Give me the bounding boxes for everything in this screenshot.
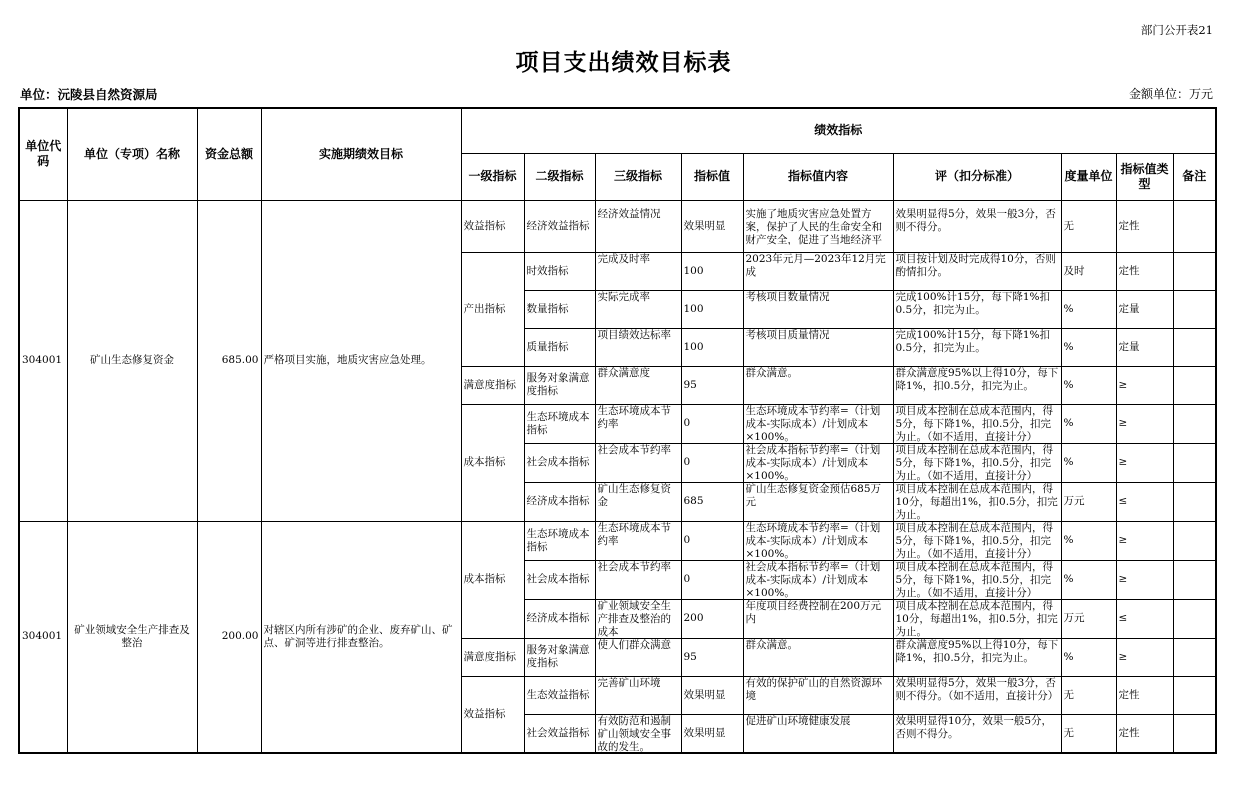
level1-cell: 效益指标 <box>461 676 524 753</box>
level2-cell: 经济效益指标 <box>524 200 595 252</box>
scoring-cell <box>893 676 1061 714</box>
content-cell <box>743 714 893 753</box>
level3-text: 使人们群众满意 <box>597 638 671 651</box>
remark-cell <box>1173 200 1216 252</box>
value-type-cell: 定性 <box>1116 200 1173 252</box>
content-text: 有效的保护矿山的自然资源环境 <box>745 676 882 702</box>
performance-table <box>18 107 1217 754</box>
value-type-cell: 定量 <box>1116 290 1173 328</box>
remark-cell <box>1173 521 1216 560</box>
level3-cell <box>595 443 681 482</box>
content-cell <box>743 521 893 560</box>
level3-cell <box>595 560 681 599</box>
value-cell: 95 <box>681 638 743 676</box>
value-cell: 100 <box>681 328 743 366</box>
level3-text: 完善矿山环境 <box>597 676 661 689</box>
scoring-text: 效果明显得5分，效果一般3分，否则不得分。 <box>895 207 1056 233</box>
header-indicators: 绩效指标 <box>461 108 1216 153</box>
content-text: 生态环境成本节约率=（计划成本-实际成本）/计划成本×100%。 <box>745 522 881 559</box>
level3-cell <box>595 599 681 638</box>
scoring-cell <box>893 404 1061 443</box>
content-text: 社会成本指标节约率=（计划成本-实际成本）/计划成本×100%。 <box>745 561 881 598</box>
value-cell: 效果明显 <box>681 200 743 252</box>
value-cell: 效果明显 <box>681 676 743 714</box>
level1-cell: 产出指标 <box>461 252 524 366</box>
scoring-cell <box>893 714 1061 753</box>
level2-cell: 经济成本指标 <box>524 482 595 521</box>
level3-cell <box>595 521 681 560</box>
header-unit-name: 单位（专项）名称 <box>67 108 197 200</box>
value-type-cell: ≥ <box>1116 521 1173 560</box>
content-cell <box>743 252 893 290</box>
value-type-cell: ≥ <box>1116 366 1173 404</box>
scoring-cell <box>893 200 1061 252</box>
content-cell <box>743 200 893 252</box>
level2-cell: 生态效益指标 <box>524 676 595 714</box>
scoring-cell <box>893 638 1061 676</box>
header-content: 指标值内容 <box>743 153 893 200</box>
level1-cell: 成本指标 <box>461 404 524 521</box>
goal-cell: 对辖区内所有涉矿的企业、废弃矿山、矿点、矿洞等进行排查整治。 <box>261 521 461 753</box>
scoring-cell <box>893 482 1061 521</box>
value-cell: 0 <box>681 404 743 443</box>
value-type-cell: ≥ <box>1116 404 1173 443</box>
measure-unit-cell: % <box>1061 560 1116 599</box>
scoring-text: 项目成本控制在总成本范围内，得5分，每下降1%，扣0.5分，扣完为止。（如不适用，直接计分） <box>895 444 1053 481</box>
header-measure-unit: 度量单位 <box>1061 153 1116 200</box>
scoring-text: 完成100%计15分，每下降1%扣0.5分，扣完为止。 <box>895 328 1051 354</box>
form-number: 部门公开表21 <box>1140 23 1213 37</box>
level3-text: 生态环境成本节约率 <box>597 405 671 430</box>
scoring-cell <box>893 521 1061 560</box>
level2-cell: 经济成本指标 <box>524 599 595 638</box>
scoring-text: 项目成本控制在总成本范围内，得5分，每下降1%，扣0.5分，扣完为止。（如不适用，直接计分） <box>895 522 1053 559</box>
level3-cell <box>595 482 681 521</box>
scoring-cell <box>893 560 1061 599</box>
value-type-cell: ≥ <box>1116 560 1173 599</box>
header-remark: 备注 <box>1173 153 1216 200</box>
value-cell: 0 <box>681 443 743 482</box>
measure-unit-cell: % <box>1061 521 1116 560</box>
content-text: 考核项目数量情况 <box>745 290 830 303</box>
level3-text: 经济效益情况 <box>597 207 661 220</box>
content-text: 矿山生态修复资金预估685万元 <box>745 483 882 508</box>
measure-unit-cell: % <box>1061 328 1116 366</box>
unit-label: 单位：沅陵县自然资源局 <box>20 87 158 102</box>
level2-cell: 社会效益指标 <box>524 714 595 753</box>
level2-cell: 数量指标 <box>524 290 595 328</box>
scoring-text: 项目按计划及时完成得10分，否则酌情扣分。 <box>895 252 1056 278</box>
value-type-cell: 定性 <box>1116 714 1173 753</box>
remark-cell <box>1173 482 1216 521</box>
level3-text: 群众满意度 <box>597 366 650 379</box>
table-body <box>19 200 1216 753</box>
measure-unit-cell: % <box>1061 638 1116 676</box>
content-cell <box>743 443 893 482</box>
remark-cell <box>1173 676 1216 714</box>
measure-unit-cell: 无 <box>1061 200 1116 252</box>
content-text: 促进矿山环境健康发展 <box>745 714 851 727</box>
header-level2: 二级指标 <box>524 153 595 200</box>
value-type-cell: 定量 <box>1116 328 1173 366</box>
value-type-cell: ≥ <box>1116 443 1173 482</box>
level3-text: 项目绩效达标率 <box>597 328 671 341</box>
remark-cell <box>1173 290 1216 328</box>
amount-cell: 685.00 <box>197 200 261 521</box>
remark-cell <box>1173 404 1216 443</box>
content-cell <box>743 328 893 366</box>
measure-unit-cell: 无 <box>1061 714 1116 753</box>
amount-cell: 200.00 <box>197 521 261 753</box>
scoring-cell <box>893 328 1061 366</box>
content-text: 生态环境成本节约率=（计划成本-实际成本）/计划成本×100%。 <box>745 405 881 442</box>
header-unit-code: 单位代码 <box>19 108 67 200</box>
value-cell: 0 <box>681 521 743 560</box>
level3-cell <box>595 290 681 328</box>
remark-cell <box>1173 366 1216 404</box>
measure-unit-cell: 万元 <box>1061 482 1116 521</box>
value-cell: 100 <box>681 290 743 328</box>
level3-cell <box>595 252 681 290</box>
level3-cell <box>595 328 681 366</box>
remark-cell <box>1173 328 1216 366</box>
value-type-cell: ≥ <box>1116 638 1173 676</box>
scoring-cell <box>893 290 1061 328</box>
scoring-text: 群众满意度95%以上得10分，每下降1%，扣0.5分，扣完为止。 <box>895 366 1059 392</box>
level3-cell <box>595 366 681 404</box>
measure-unit-cell: 万元 <box>1061 599 1116 638</box>
scoring-text: 项目成本控制在总成本范围内，得10分，每超出1%，扣0.5分，扣完为止。 <box>895 483 1058 520</box>
content-cell <box>743 560 893 599</box>
content-cell <box>743 676 893 714</box>
level3-cell <box>595 638 681 676</box>
value-cell: 685 <box>681 482 743 521</box>
scoring-text: 效果明显得5分，效果一般3分，否则不得分。（如不适用，直接计分） <box>895 676 1059 702</box>
measure-unit-cell: % <box>1061 366 1116 404</box>
remark-cell <box>1173 560 1216 599</box>
unit-name-cell: 矿山生态修复资金 <box>67 200 197 521</box>
content-text: 群众满意。 <box>745 366 798 379</box>
measure-unit-cell: 及时 <box>1061 252 1116 290</box>
remark-cell <box>1173 714 1216 753</box>
level3-text: 实际完成率 <box>597 290 650 303</box>
level1-cell: 成本指标 <box>461 521 524 638</box>
header-level3: 三级指标 <box>595 153 681 200</box>
level3-cell <box>595 714 681 753</box>
scoring-cell <box>893 599 1061 638</box>
header-goal: 实施期绩效目标 <box>261 108 461 200</box>
unit-name-cell: 矿业领域安全生产排查及整治 <box>67 521 197 753</box>
measure-unit-cell: 无 <box>1061 676 1116 714</box>
remark-cell <box>1173 252 1216 290</box>
level2-cell: 生态环境成本指标 <box>524 521 595 560</box>
level3-text: 社会成本节约率 <box>597 561 671 573</box>
money-unit-label: 金额单位：万元 <box>1128 87 1213 101</box>
scoring-cell <box>893 443 1061 482</box>
scoring-text: 项目成本控制在总成本范围内，得5分，每下降1%，扣0.5分，扣完为止。（如不适用，直接计分） <box>895 405 1053 442</box>
content-text: 考核项目质量情况 <box>745 328 830 341</box>
content-text: 实施了地质灾害应急处置方案，保护了人民的生命安全和财产安全，促进了当地经济平 <box>745 207 882 245</box>
level3-text: 矿山生态修复资金 <box>597 483 671 508</box>
value-cell: 100 <box>681 252 743 290</box>
value-cell: 0 <box>681 560 743 599</box>
measure-unit-cell: % <box>1061 404 1116 443</box>
level3-cell <box>595 200 681 252</box>
header-scoring: 评（扣分标准） <box>893 153 1061 200</box>
content-text: 年度项目经费控制在200万元内 <box>745 600 882 625</box>
level3-text: 社会成本节约率 <box>597 444 671 456</box>
measure-unit-cell: % <box>1061 290 1116 328</box>
unit-code-cell: 304001 <box>19 200 67 521</box>
scoring-cell <box>893 366 1061 404</box>
content-cell <box>743 599 893 638</box>
table-row <box>19 521 1216 560</box>
header-value-type: 指标值类型 <box>1116 153 1173 200</box>
scoring-text: 群众满意度95%以上得10分，每下降1%，扣0.5分，扣完为止。 <box>895 638 1059 664</box>
level3-text: 完成及时率 <box>597 252 650 265</box>
content-cell <box>743 638 893 676</box>
value-type-cell: ≤ <box>1116 482 1173 521</box>
level3-text: 有效防范和遏制矿山领域安全事故的发生。 <box>597 714 671 752</box>
scoring-text: 完成100%计15分，每下降1%扣0.5分，扣完为止。 <box>895 290 1051 316</box>
value-type-cell: 定性 <box>1116 676 1173 714</box>
page-title: 项目支出绩效目标表 <box>515 49 732 76</box>
value-type-cell: 定性 <box>1116 252 1173 290</box>
remark-cell <box>1173 443 1216 482</box>
level1-cell: 满意度指标 <box>461 366 524 404</box>
content-cell <box>743 482 893 521</box>
level2-cell: 服务对象满意度指标 <box>524 638 595 676</box>
value-cell: 效果明显 <box>681 714 743 753</box>
content-text: 2023年元月—2023年12月完成 <box>745 252 886 278</box>
value-type-cell: ≤ <box>1116 599 1173 638</box>
scoring-text: 项目成本控制在总成本范围内，得10分，每超出1%，扣0.5分，扣完为止。 <box>895 600 1058 637</box>
header-level1: 一级指标 <box>461 153 524 200</box>
remark-cell <box>1173 599 1216 638</box>
header-value: 指标值 <box>681 153 743 200</box>
level3-text: 生态环境成本节约率 <box>597 522 671 547</box>
goal-cell: 严格项目实施，地质灾害应急处理。 <box>261 200 461 521</box>
content-cell <box>743 366 893 404</box>
table-row <box>19 200 1216 252</box>
level3-text: 矿业领域安全生产排查及整治的成本 <box>597 600 671 637</box>
level2-cell: 社会成本指标 <box>524 443 595 482</box>
content-text: 社会成本指标节约率=（计划成本-实际成本）/计划成本×100%。 <box>745 444 881 481</box>
content-cell <box>743 290 893 328</box>
measure-unit-cell: % <box>1061 443 1116 482</box>
value-cell: 200 <box>681 599 743 638</box>
level1-cell: 满意度指标 <box>461 638 524 676</box>
scoring-cell <box>893 252 1061 290</box>
header-total-funds: 资金总额 <box>197 108 261 200</box>
content-cell <box>743 404 893 443</box>
value-cell: 95 <box>681 366 743 404</box>
level2-cell: 服务对象满意度指标 <box>524 366 595 404</box>
level3-cell <box>595 676 681 714</box>
level3-cell <box>595 404 681 443</box>
level1-cell: 效益指标 <box>461 200 524 252</box>
scoring-text: 效果明显得10分，效果一般5分，否则不得分。 <box>895 714 1053 740</box>
level2-cell: 时效指标 <box>524 252 595 290</box>
scoring-text: 项目成本控制在总成本范围内，得5分，每下降1%，扣0.5分，扣完为止。（如不适用，直接计分） <box>895 561 1053 598</box>
level2-cell: 生态环境成本指标 <box>524 404 595 443</box>
unit-code-cell: 304001 <box>19 521 67 753</box>
content-text: 群众满意。 <box>745 638 798 651</box>
level2-cell: 质量指标 <box>524 328 595 366</box>
level2-cell: 社会成本指标 <box>524 560 595 599</box>
remark-cell <box>1173 638 1216 676</box>
